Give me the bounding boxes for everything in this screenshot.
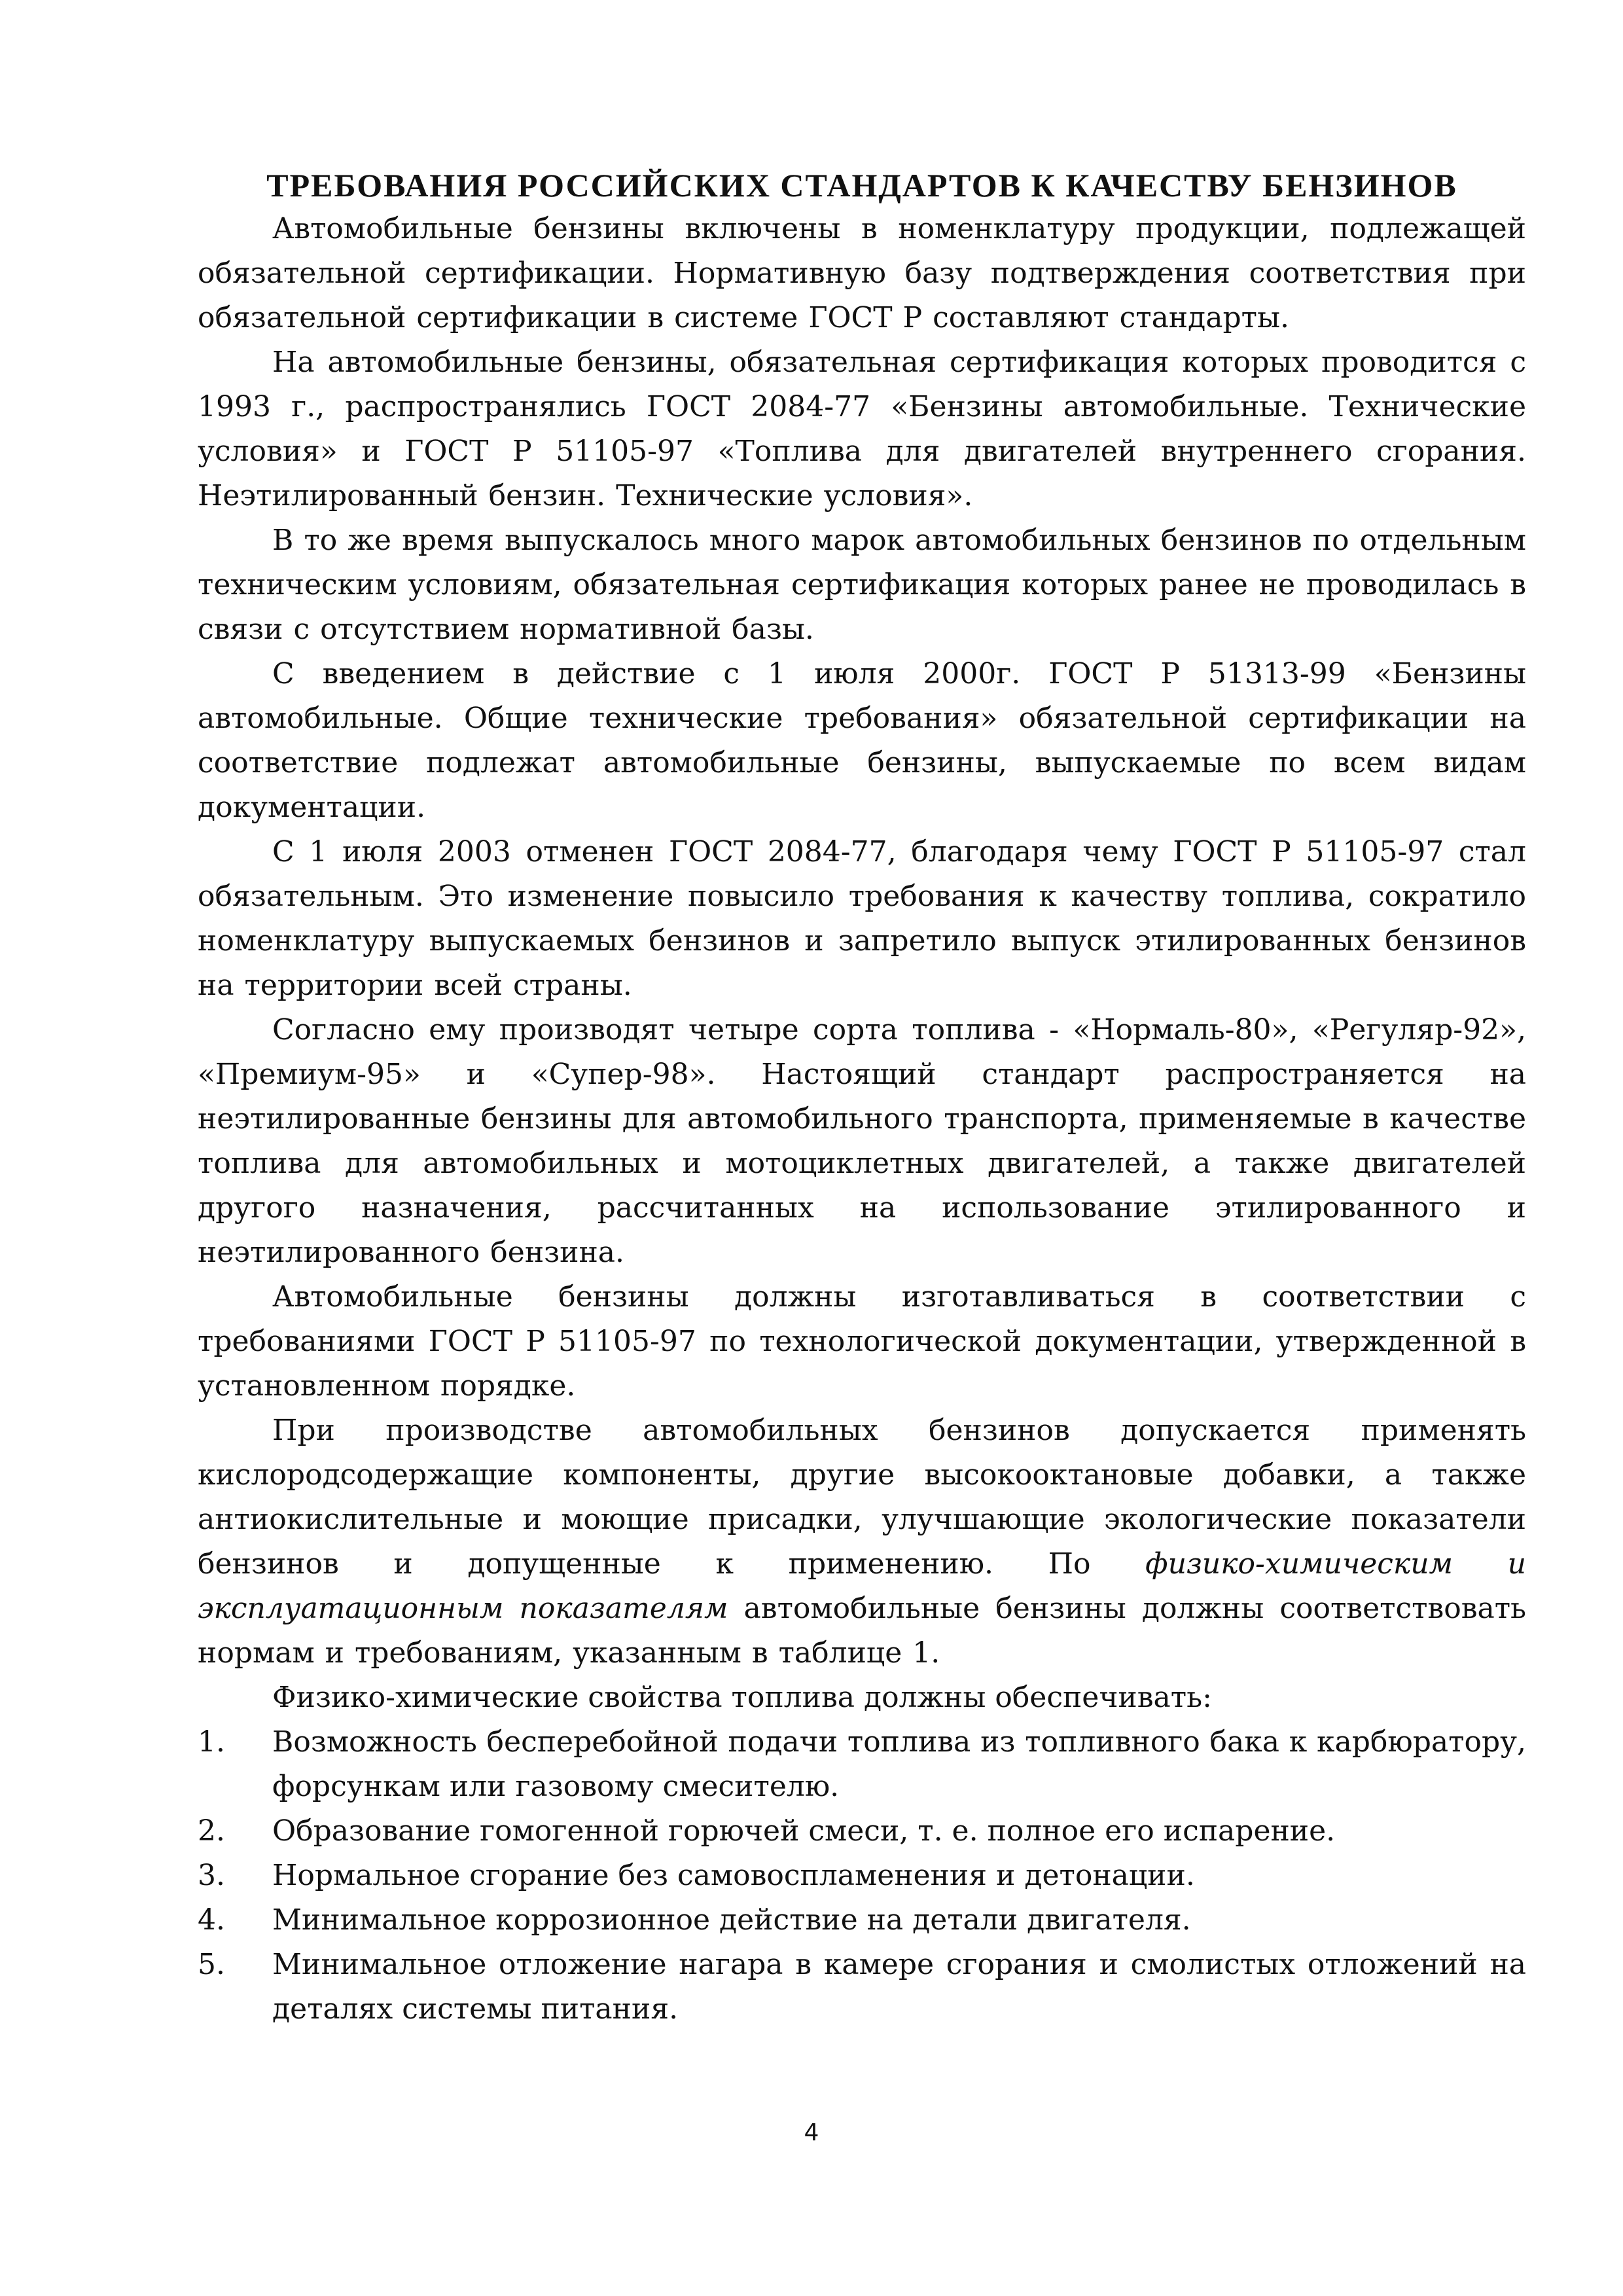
list-item-number: 2. [198, 1814, 225, 1848]
requirements-list [198, 1720, 1526, 2032]
paragraph-gost-51313: С введением в действие с 1 июля 2000г. ГОСТ Р 51313-99 «Бензины автомобильные. Общие технические требования» обязательной сертификации на соответствие подлежат автомобильные бензины, выпускаемые по всем видам документации. [198, 657, 1526, 824]
paragraph-certification: Автомобильные бензины включены в номенклатуру продукции, подлежащей обязательной сертификации. Нормативную базу подтверждения соответствия при обязательной сертификации в системе ГОСТ Р составляют стандарты. [198, 212, 1526, 334]
additives-emphasis: физико-химическим и эксплуатационным показателям [198, 1547, 1526, 1625]
list-item-number: 4. [198, 1903, 225, 1937]
paragraph-additives [198, 1408, 1526, 1676]
page-title: ТРЕБОВАНИЯ РОССИЙСКИХ СТАНДАРТОВ К КАЧЕСТВУ БЕНЗИНОВ [266, 167, 1457, 204]
list-item [198, 1809, 1526, 1854]
list-item-number: 3. [198, 1859, 225, 1892]
list-item [198, 1898, 1526, 1943]
list-item-number: 1. [198, 1725, 225, 1759]
page-number: 4 [804, 2119, 819, 2146]
document-page [198, 164, 1526, 2032]
additives-text-before: При производстве автомобильных бензинов допускается применять кислородсодержащие компоненты, другие высокооктановые добавки, а также антиокислительные и моющие присадки, улучшающие экологические показатели бензинов и допущенные к применению. По [198, 1414, 1526, 1581]
paragraph-gost-2084-cancelled: С 1 июля 2003 отменен ГОСТ 2084-77, благодаря чему ГОСТ Р 51105-97 стал обязательным. Это изменение повысило требования к качеству топлива, сократило номенклатуру выпускаемых бензинов и запретило выпуск этилированных бензинов на территории всей страны. [198, 835, 1526, 1002]
paragraph-standards-history: На автомобильные бензины, обязательная сертификация которых проводится с 1993 г., распространялись ГОСТ 2084-77 «Бензины автомобильные. Технические условия» и ГОСТ Р 51105-97 «Топлива для двигателей внутреннего сгорания. Неэтилированный бензин. Технические условия». [198, 346, 1526, 512]
list-item-text: Нормальное сгорание без самовоспламенения и детонации. [272, 1859, 1195, 1892]
paragraph-fuel-grades: Согласно ему производят четыре сорта топлива - «Нормаль-80», «Регуляр-92», «Премиум-95» и «Супер-98». Настоящий стандарт распространяется на неэтилированные бензины для автомобильного транспорта, применяемые в качестве топлива для автомобильных и мотоциклетных двигателей, а также двигателей другого назначения, рассчитанных на использование этилированного и неэтилированного бензина. [198, 1013, 1526, 1269]
list-item [198, 1943, 1526, 2032]
list-item-number: 5. [198, 1948, 225, 1981]
list-item-text: Минимальное отложение нагара в камере сгорания и смолистых отложений на деталях системы питания. [272, 1948, 1526, 2026]
paragraph-technical-conditions: В то же время выпускалось много марок автомобильных бензинов по отдельным техническим условиям, обязательная сертификация которых ранее не проводилась в связи с отсутствием нормативной базы. [198, 524, 1526, 646]
paragraph-manufacturing: Автомобильные бензины должны изготавливаться в соответствии с требованиями ГОСТ Р 51105-97 по технологической документации, утвержденной в установленном порядке. [198, 1280, 1526, 1403]
list-item [198, 1720, 1526, 1809]
list-item-text: Возможность бесперебойной подачи топлива из топливного бака к карбюратору, форсункам или газовому смесителю. [272, 1725, 1526, 1803]
list-item-text: Минимальное коррозионное действие на детали двигателя. [272, 1903, 1191, 1937]
additives-text-after: автомобильные бензины должны соответствовать нормам и требованиям, указанным в таблице 1. [198, 1592, 1526, 1670]
list-intro: Физико-химические свойства топлива должны обеспечивать: [272, 1681, 1212, 1714]
list-item-text: Образование гомогенной горючей смеси, т. е. полное его испарение. [272, 1814, 1336, 1848]
list-item [198, 1854, 1526, 1898]
